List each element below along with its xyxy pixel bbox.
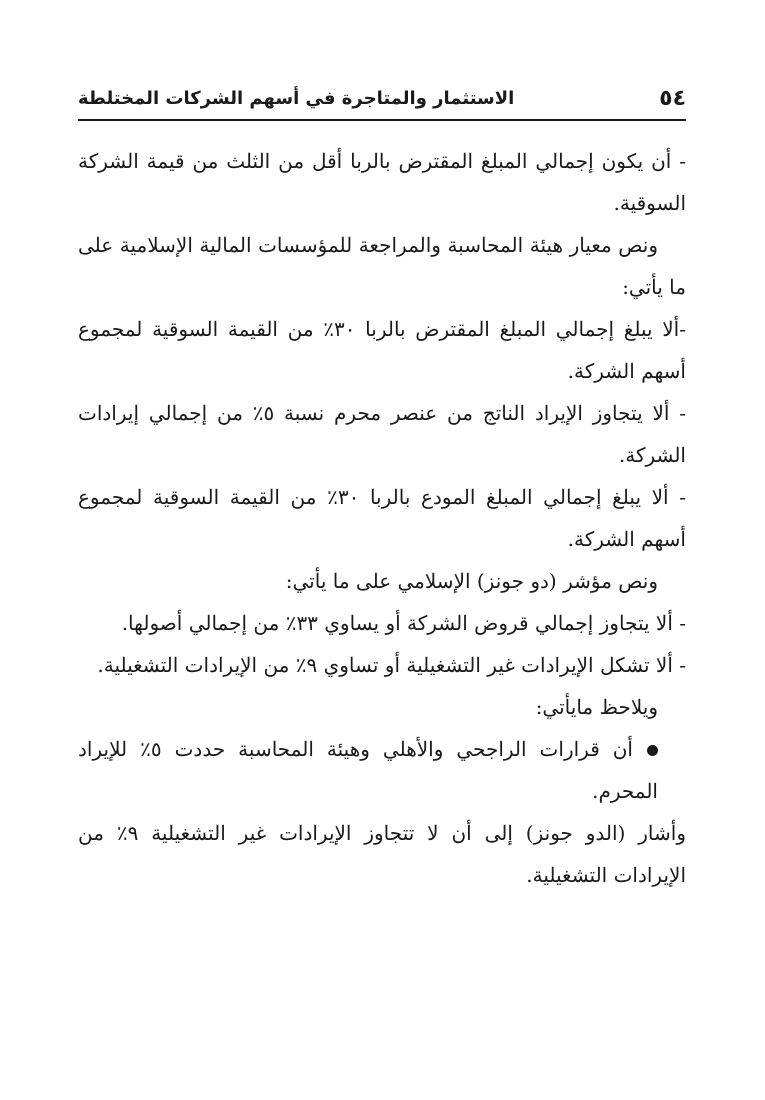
paragraph: - أن يكون إجمالي المبلغ المقترض بالربا أقل من الثلث من قيمة الشركة السوقية. <box>78 149 686 215</box>
paragraph: - ألا تشكل الإيرادات غير التشغيلية أو تساوي ٩٪ من الإيرادات التشغيلية. <box>97 653 686 677</box>
paragraph: - ألا يتجاوز إجمالي قروض الشركة أو يساوي ٣٣٪ من إجمالي أصولها. <box>121 611 686 635</box>
paragraph: ويلاحظ مايأتي: <box>535 695 658 719</box>
page-number: ٥٤ <box>659 86 686 111</box>
bullet-text: أن قرارات الراجحي والأهلي وهيئة المحاسبة حددت ٥٪ للإيراد المحرم. <box>78 737 658 803</box>
paragraph: - ألا يبلغ إجمالي المبلغ المودع بالربا ٣٠٪ من القيمة السوقية لمجموع أسهم الشركة. <box>78 485 686 551</box>
running-title: الاستثمار والمتاجرة في أسهم الشركات المختلطة <box>78 88 515 109</box>
paragraph: ونص معيار هيئة المحاسبة والمراجعة للمؤسسات المالية الإسلامية على ما يأتي: <box>78 233 686 299</box>
paragraph: وأشار (الدو جونز) إلى أن لا تتجاوز الإيرادات غير التشغيلية ٩٪ من الإيرادات التشغيلية. <box>78 821 686 887</box>
page-header <box>78 84 686 116</box>
bullet-item <box>78 728 686 812</box>
paragraph: - ألا يتجاوز الإيراد الناتج من عنصر محرم نسبة ٥٪ من إجمالي إيرادات الشركة. <box>78 401 686 467</box>
body-text <box>78 140 686 896</box>
paragraph: -ألا يبلغ إجمالي المبلغ المقترض بالربا ٣٠٪ من القيمة السوقية لمجموع أسهم الشركة. <box>78 317 686 383</box>
bullet-dot-icon <box>647 745 658 756</box>
header-rule <box>78 119 686 121</box>
paragraph: ونص مؤشر (دو جونز) الإسلامي على ما يأتي: <box>285 569 658 593</box>
